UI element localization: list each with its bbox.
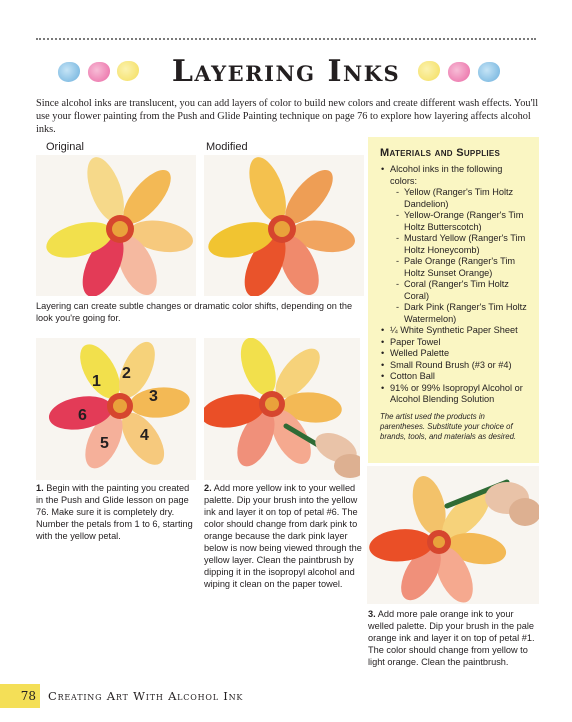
alcohol-inks-label: Alcohol inks in the following colors: [390,164,503,186]
material-item: • Paper Towel [380,337,531,349]
dotted-rule [36,38,536,40]
ink-color-item: - Yellow-Orange (Ranger's Tim Holtz Butterscotch) [396,210,531,233]
yellow-ink-blot-icon [418,61,440,81]
blue-ink-blot-icon [478,62,500,82]
petal-number: 2 [122,365,131,382]
original-label: Original [46,141,84,153]
pink-ink-blot-icon [88,62,110,82]
step-3-text: Add more pale orange ink to your welled palette. Dip your brush in the pale orange ink and layer it on top of petal #1. The color should change from yellow to light orange. Clean the paintbrush. [368,609,535,667]
flower-step3-drawing [367,466,539,604]
material-item: • Small Round Brush (#3 or #4) [380,360,531,372]
modified-flower-photo [204,155,364,296]
ink-color-item: - Dark Pink (Ranger's Tim Holtz Watermelon) [396,302,531,325]
step-2-caption [204,482,364,590]
ink-color-item: - Coral (Ranger's Tim Holtz Coral) [396,279,531,302]
book-title: Creating Art With Alcohol Ink [48,689,244,703]
materials-title: Materials and Supplies [380,147,501,159]
petal-number: 6 [78,407,87,424]
page-title: Layering Inks [171,54,401,89]
step-1-number: 1. [36,483,44,493]
intro-paragraph: Since alcohol inks are translucent, you can add layers of color to build new colors and create different wash effects. You'll use your flower painting from the Push and Glide Painting technique on page 76 to explore how layering affects alcohol inks. [36,98,539,135]
flower-modified-drawing [204,155,364,296]
ink-color-list [390,187,531,325]
materials-note: The artist used the products in parentheses. Substitute your choice of brands, tools, and materials as desired. [380,411,517,441]
flower-original-drawing [36,155,196,296]
modified-label: Modified [206,141,248,153]
step-3-caption [368,608,540,668]
step-3-number: 3. [368,609,376,619]
petal-number: 3 [149,388,158,405]
materials-list [380,164,531,406]
page-number: 78 [0,684,40,708]
petal-number: 1 [92,373,101,390]
step-2-text: Add more yellow ink to your welled palette. Dip your brush into the yellow ink and layer it on top of petal #6. The color should change from dark pink to orange because the dark pink layer below is now being viewed through the yellow layer. Clean the paintbrush by dipping it in the isopropyl alcohol and wiping it clean on the paper towel. [204,483,362,589]
yellow-ink-blot-icon [117,61,139,81]
blue-ink-blot-icon [58,62,80,82]
materials-box [368,137,539,463]
material-item: • Welled Palette [380,348,531,360]
flower-step2-drawing [204,338,360,480]
comparison-caption: Layering can create subtle changes or dramatic color shifts, depending on the look you're going for. [36,301,353,323]
material-item: • 91% or 99% Isopropyl Alcohol or Alcohol Blending Solution [380,383,531,406]
original-flower-photo [36,155,196,296]
ink-color-item: - Pale Orange (Ranger's Tim Holtz Sunset Orange) [396,256,531,279]
step-1-caption [36,482,198,542]
ink-color-item: - Mustard Yellow (Ranger's Tim Holtz Honeycomb) [396,233,531,256]
petal-number: 4 [140,427,149,444]
material-item [380,164,531,325]
pink-ink-blot-icon [448,62,470,82]
flower-numbered-drawing [36,338,196,480]
step-2-number: 2. [204,483,212,493]
petal-number: 5 [100,435,109,452]
material-item: • Cotton Ball [380,371,531,383]
step3-painting-photo [367,466,539,604]
step2-painting-photo [204,338,360,480]
ink-color-item: - Yellow (Ranger's Tim Holtz Dandelion) [396,187,531,210]
step-1-text: Begin with the painting you created in the Push and Glide lesson on page 76. Make sure it is completely dry. Number the petals from 1 to 6, starting with the yellow petal. [36,483,193,541]
step1-numbered-flower-photo [36,338,196,480]
material-item: • ¼ White Synthetic Paper Sheet [380,325,531,337]
